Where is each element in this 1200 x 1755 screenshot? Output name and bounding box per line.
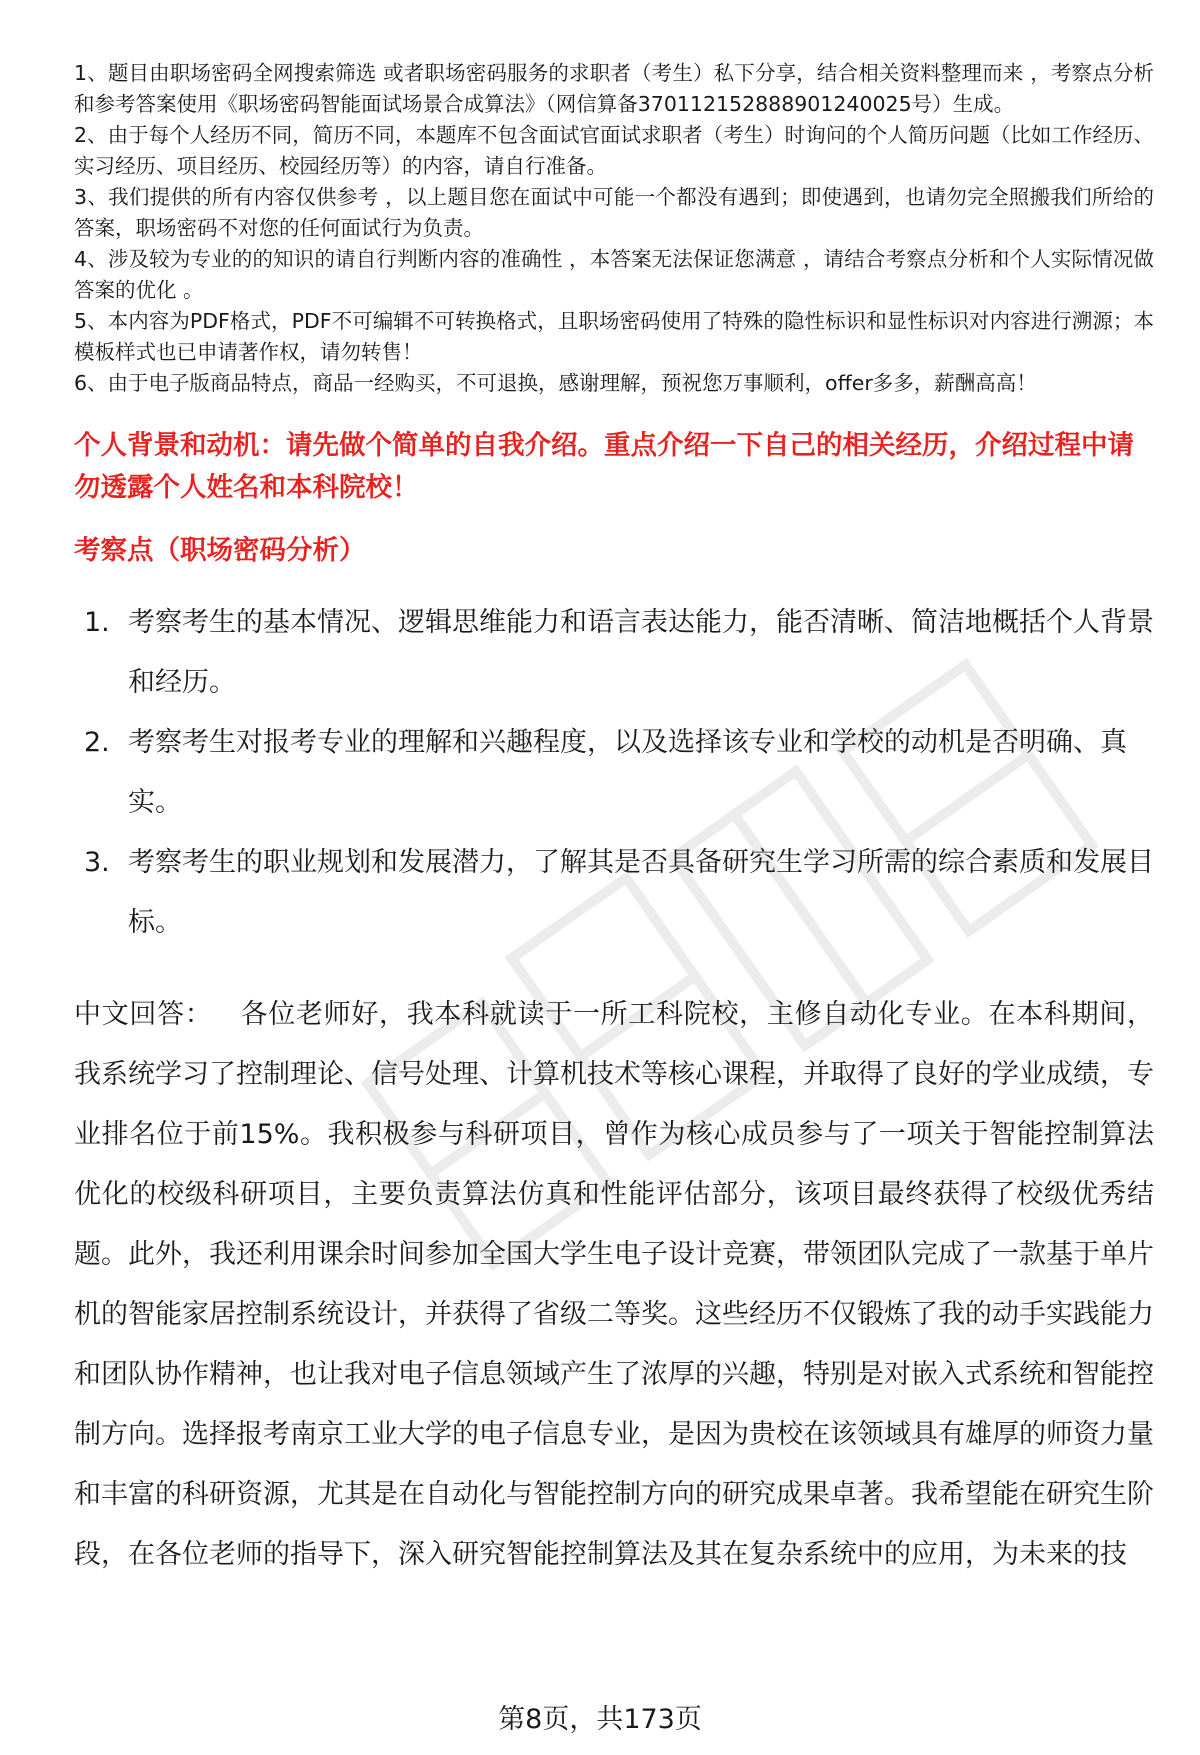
answer-paragraph (74, 985, 1154, 1585)
analysis-points (74, 593, 1154, 953)
point-number: 1. (84, 607, 110, 638)
document-page (74, 58, 1154, 1585)
answer-label: 中文回答： (74, 999, 213, 1030)
notice-item: 5、本内容为PDF格式，PDF不可编辑不可转换格式，且职场密码使用了特殊的隐性标识和显性标识对内容进行溯源；本模板样式也已申请著作权，请勿转售！ (74, 309, 1154, 364)
analysis-point (74, 593, 1154, 713)
analysis-point (74, 713, 1154, 833)
notice-item: 4、涉及较为专业的的知识的请自行判断内容的准确性 ，本答案无法保证您满意 ，请结合考察点分析和个人实际情况做答案的优化 。 (74, 247, 1154, 302)
point-number: 2. (84, 727, 110, 758)
analysis-title: 考察点（职场密码分析） (74, 535, 366, 566)
question-heading: 个人背景和动机：请先做个简单的自我介绍。重点介绍一下自己的相关经历，介绍过程中请勿透露个人姓名和本科院校！ (74, 430, 1134, 503)
point-number: 3. (84, 847, 110, 878)
notice-list (74, 58, 1154, 399)
analysis-point (74, 833, 1154, 953)
notice-item: 6、由于电子版商品特点，商品一经购买，不可退换，感谢理解，预祝您万事顺利，offer多多，薪酬高高！ (74, 371, 1037, 395)
point-text: 考察考生的职业规划和发展潜力，了解其是否具备研究生学习所需的综合素质和发展目标。 (128, 847, 1154, 938)
page-footer: 第8页，共173页 (498, 1704, 702, 1735)
notice-item: 3、我们提供的所有内容仅供参考 ，以上题目您在面试中可能一个都没有遇到；即使遇到，也请勿完全照搬我们所给的答案，职场密码不对您的任何面试行为负责。 (74, 185, 1154, 240)
point-text: 考察考生对报考专业的理解和兴趣程度，以及选择该专业和学校的动机是否明确、真实。 (128, 727, 1127, 818)
notice-item: 2、由于每个人经历不同，简历不同，本题库不包含面试官面试求职者（考生）时询问的个人简历问题（比如工作经历、实习经历、项目经历、校园经历等）的内容，请自行准备。 (74, 123, 1154, 178)
answer-text: 各位老师好，我本科就读于一所工科院校，主修自动化专业。在本科期间，我系统学习了控制理论、信号处理、计算机技术等核心课程，并取得了良好的学业成绩，专业排名位于前15%。我积极参与科研项目，曾作为核心成员参与了一项关于智能控制算法优化的校级科研项目，主要负责算法仿真和性能评估部分，该项目最终获得了校级优秀结题。此外，我还利用课余时间参加全国大学生电子设计竞赛，带领团队完成了一款基于单片机的智能家居控制系统设计，并获得了省级二等奖。这些经历不仅锻炼了我的动手实践能力和团队协作精神，也让我对电子信息领域产生了浓厚的兴趣，特别是对嵌入式系统和智能控制方向。选择报考南京工业大学的电子信息专业，是因为贵校在该领域具有雄厚的师资力量和丰富的科研资源，尤其是在自动化与智能控制方向的研究成果卓著。我希望能在研究生阶段，在各位老师的指导下，深入研究智能控制算法及其在复杂系统中的应用，为未来的技 (74, 999, 1155, 1570)
notice-item: 1、题目由职场密码全网搜索筛选 或者职场密码服务的求职者（考生）私下分享，结合相关资料整理而来 ，考察点分析和参考答案使用《职场密码智能面试场景合成算法》（网信算备370112152888901240025号）生成。 (74, 61, 1154, 116)
point-text: 考察考生的基本情况、逻辑思维能力和语言表达能力，能否清晰、简洁地概括个人背景和经历。 (128, 607, 1154, 698)
